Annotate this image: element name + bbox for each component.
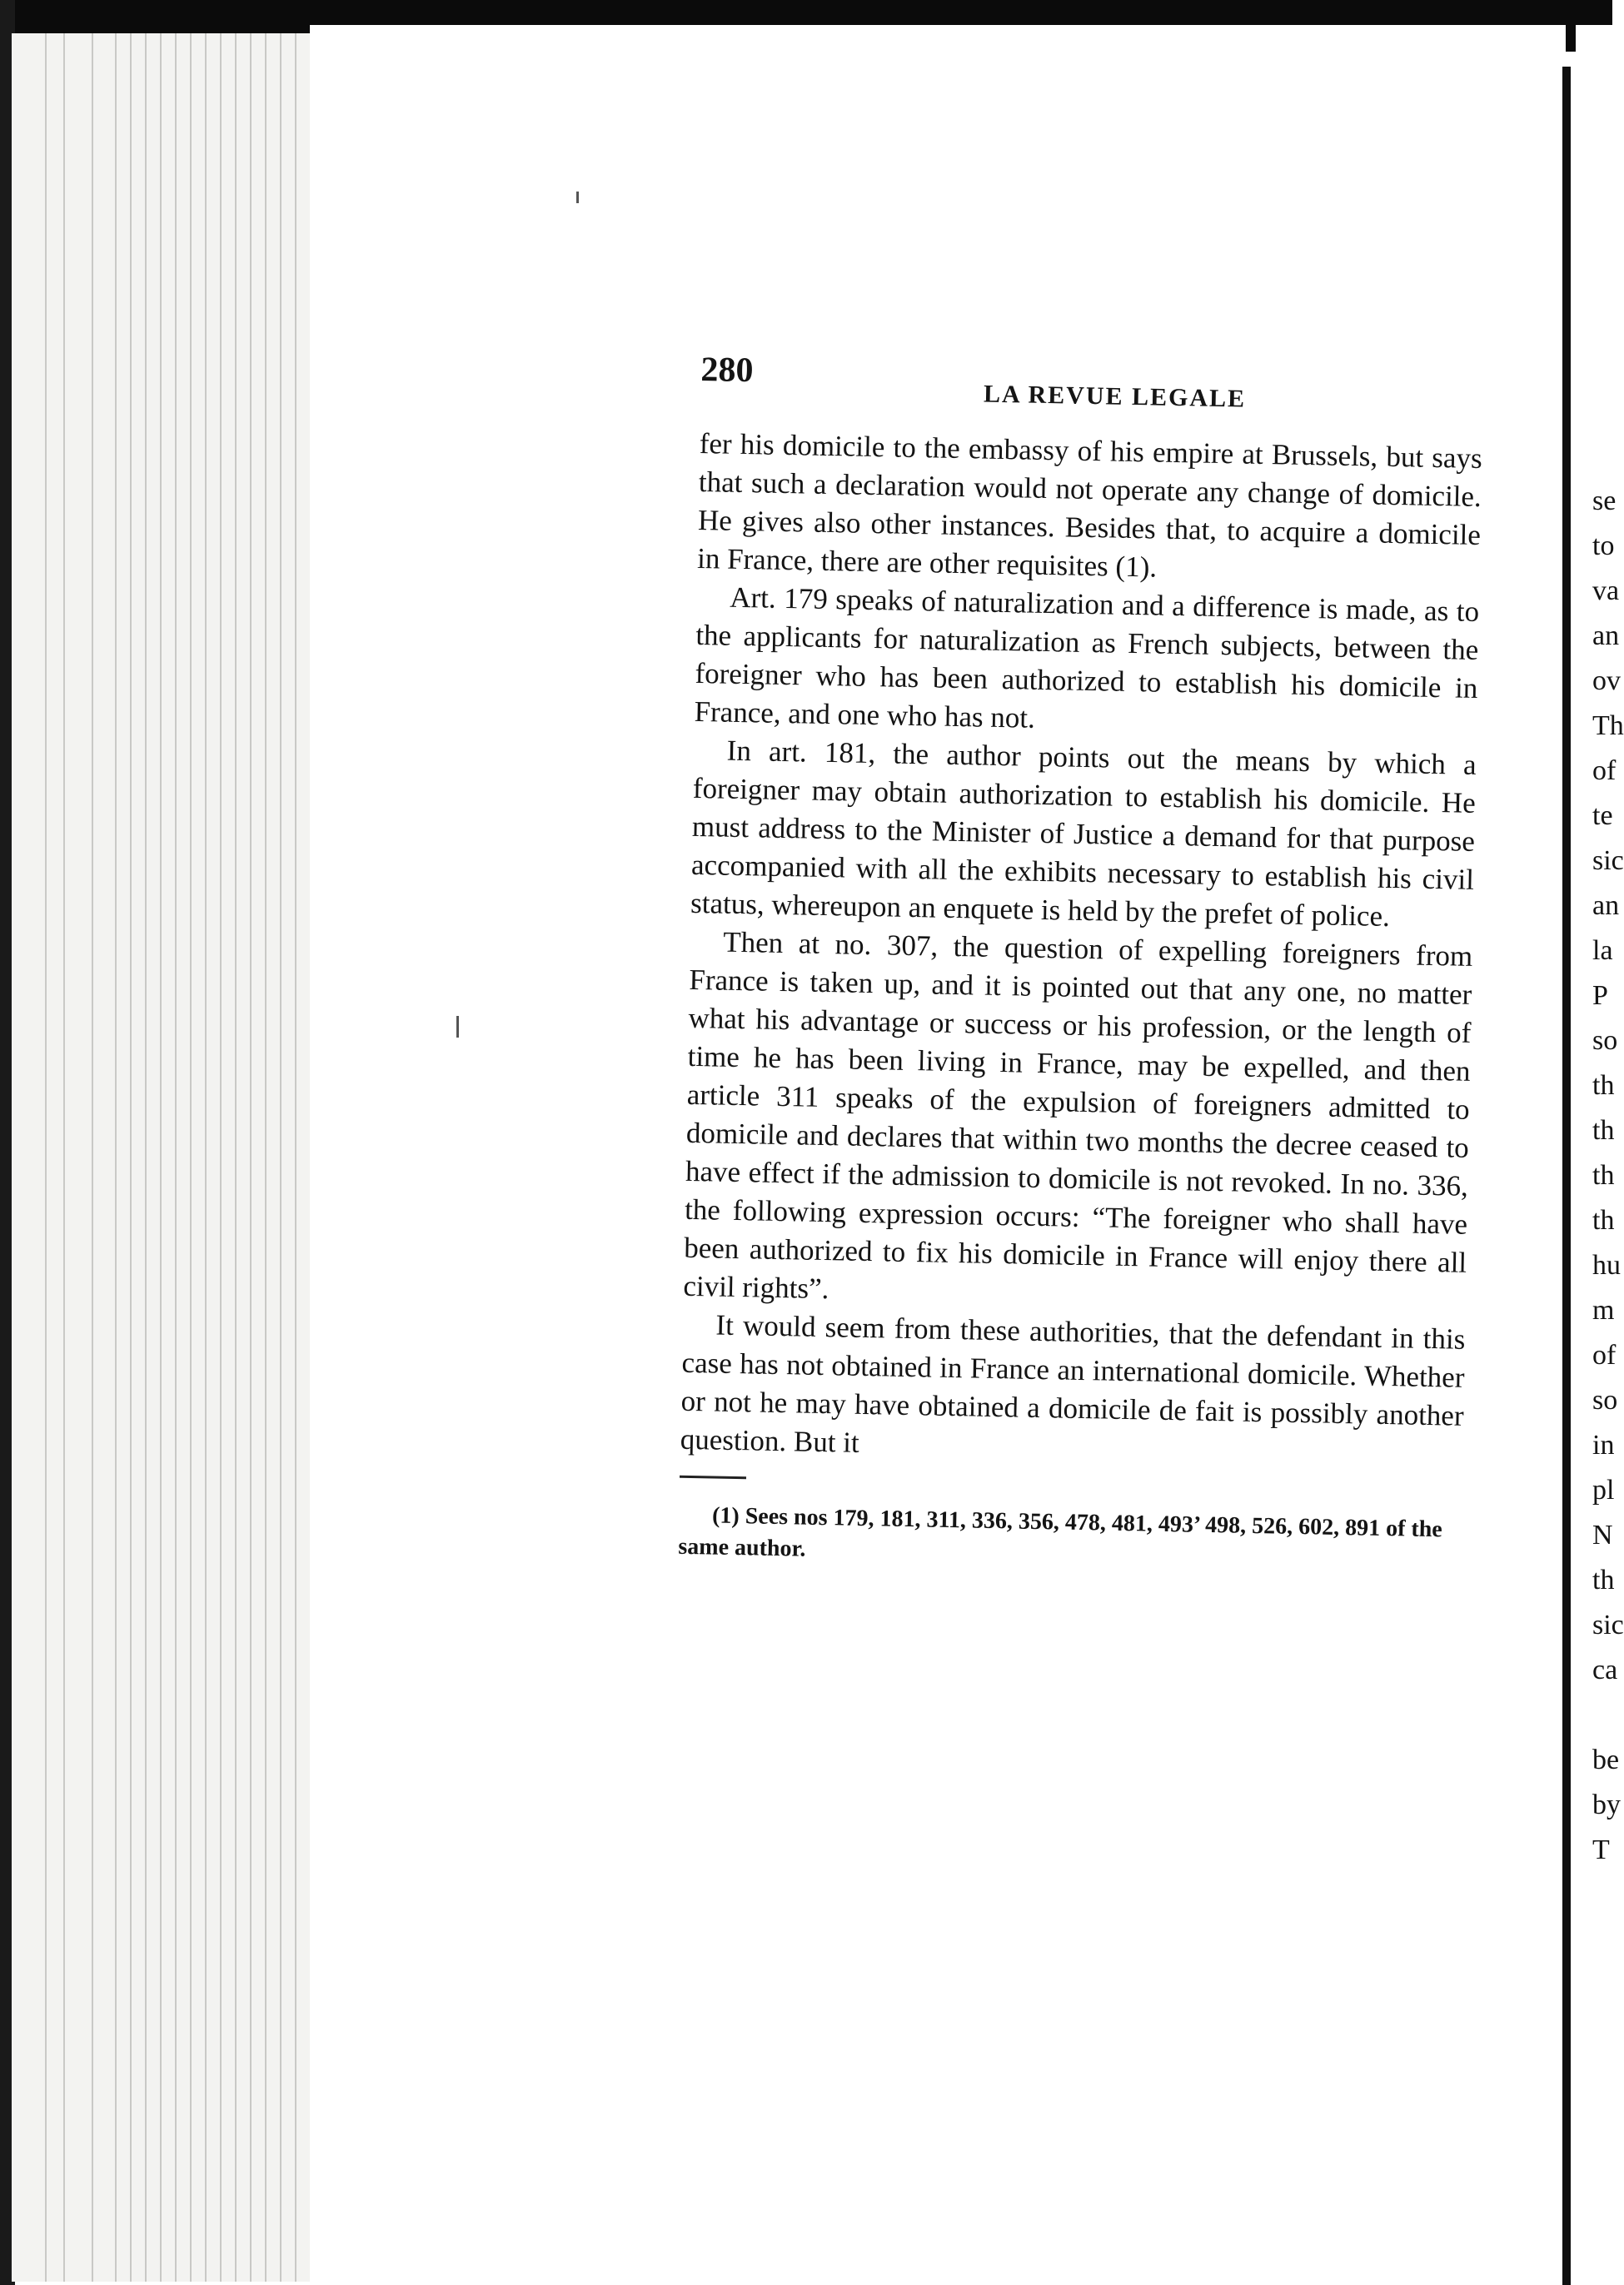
paragraph-2: Art. 179 speaks of naturalization and a difference is made, as to the applicants for naturalization as French subjects, between the foreigner who has been authorized to establish his domicile in France, and one who has not.: [694, 580, 1480, 734]
paragraph-3: In art. 181, the author points out the means by which a foreigner may obtain authorization to establish his domicile. He must address to the Minister of Justice a demand for that purpose accompanied with all the exhibits necessary to establish his civil status, whereupon an enquete is held by the prefet of police.: [690, 734, 1477, 933]
paragraph-4: Then at no. 307, the question of expelling foreigners from France is taken up, and it is pointed out that any one, no matter what his advantage or success or his profession, or the length of time he has been living in France, may be expelled, and then article 311 speaks of the expulsion of foreigners admitted to domicile and declares that within two months the decree ceased to have effect if the admission to domicile is not revoked. In no. 336, the following expression occurs: “The foreigner who shall have been authorized to fix his domicile in France will enjoy there all civil rights”.: [683, 925, 1473, 1306]
facing-page-fragment: an: [1592, 890, 1620, 921]
footnote-rule: [680, 1476, 746, 1480]
facing-page-fragment: of: [1592, 1340, 1617, 1371]
facing-page-fragment: m: [1592, 1295, 1615, 1326]
facing-page-fragment: sic: [1592, 1610, 1624, 1640]
facing-page-fragment: be: [1592, 1745, 1620, 1775]
facing-page-fragment: th: [1592, 1115, 1615, 1146]
facing-page-fragment: sic: [1592, 845, 1624, 876]
paragraph-5: It would seem from these authorities, that the defendant in this case has not obtained in France an international domicile. Whether or not he may have obtained a domicile de fait is possibly another question. But it: [680, 1308, 1466, 1459]
facing-page-fragment: T: [1592, 1834, 1610, 1865]
page-number: 280: [700, 350, 754, 391]
facing-page-fragment: in: [1592, 1430, 1615, 1461]
facing-page-fragment: an: [1592, 620, 1620, 651]
page-gutter: [1562, 67, 1571, 2285]
facing-page-fragment: se: [1592, 485, 1617, 516]
facing-page-fragment: th: [1592, 1205, 1615, 1236]
footnote: (1) Sees nos 179, 181, 311, 336, 356, 478, 481, 493’ 498, 526, 602, 891 of the same author.: [678, 1502, 1443, 1562]
facing-page-fragment: to: [1592, 530, 1615, 561]
facing-page-fragment: N: [1592, 1520, 1613, 1551]
facing-page-fragment: so: [1592, 1025, 1618, 1056]
scan-speck: [456, 1016, 459, 1038]
body-text: [678, 425, 1482, 1578]
facing-page-fragment: ov: [1592, 665, 1621, 696]
running-head: LA REVUE LEGALE: [983, 380, 1247, 413]
facing-page-fragment: so: [1592, 1385, 1618, 1416]
facing-page-fragment: ca: [1592, 1655, 1618, 1685]
facing-page-fragment: th: [1592, 1070, 1615, 1101]
stacked-page-edges: [12, 33, 313, 2282]
facing-page-edge: [1576, 25, 1624, 2285]
facing-page-fragment: th: [1592, 1565, 1615, 1596]
facing-page-fragment: va: [1592, 575, 1620, 606]
facing-page-fragment: th: [1592, 1160, 1615, 1191]
facing-page-fragment: la: [1592, 935, 1613, 966]
facing-page-fragment: of: [1592, 755, 1617, 786]
facing-page-fragment: P: [1592, 980, 1608, 1011]
paragraph-1: fer his domicile to the embassy of his empire at Brussels, but says that such a declaration would not operate any change of domicile. He gives also other instances. Besides that, to acquire a domicile in France, there are other requisites (1).: [696, 426, 1483, 584]
scan-speck: [576, 192, 579, 203]
facing-page-fragment: pl: [1592, 1475, 1615, 1506]
facing-page-fragment: by: [1592, 1790, 1621, 1820]
facing-page-fragment: hu: [1592, 1250, 1621, 1281]
facing-page-fragment: Th: [1592, 710, 1624, 741]
facing-page-fragment: te: [1592, 800, 1613, 831]
